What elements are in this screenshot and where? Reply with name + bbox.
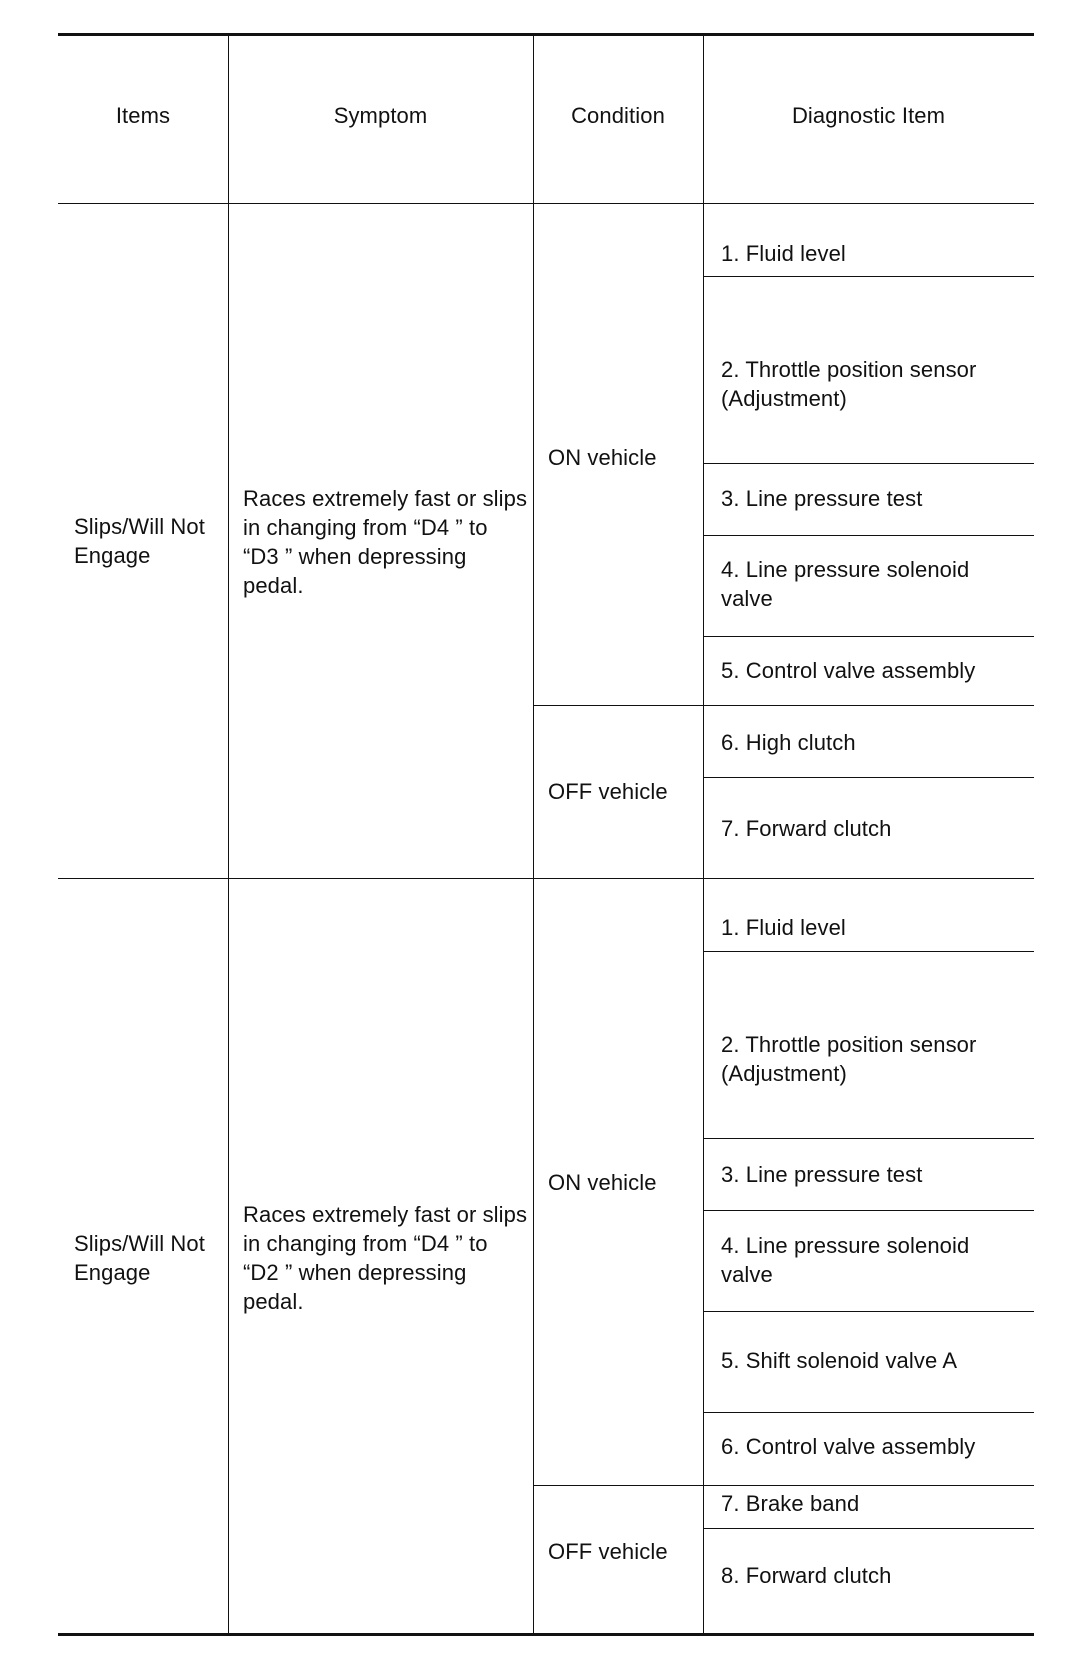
row1-diagnostic-item: 1. Fluid level [721,241,846,266]
header-condition: Condition [571,103,665,128]
row2-diagnostic-item: 2. Throttle position sensor (Adjustment) [721,1032,977,1086]
row1-item: Slips/Will Not Engage [74,514,205,568]
table-bottom-rule [58,1633,1034,1636]
row2-diagnostic-item: 3. Line pressure test [721,1162,923,1187]
row2-condition-on: ON vehicle [548,1170,657,1195]
row1-diagnostic-item: 7. Forward clutch [721,816,892,841]
column-divider [533,33,534,1636]
diagnostic-separator [703,1311,1034,1312]
diagnostic-separator [703,1210,1034,1211]
row2-diagnostic-item: 8. Forward clutch [721,1563,892,1588]
row1-symptom: Races extremely fast or slips in changing from “D4 ” to “D3 ” when depressing pedal. [243,486,528,598]
row1-condition-off: OFF vehicle [548,779,668,804]
row2-diagnostic-item: 7. Brake band [721,1491,860,1516]
row1-diagnostic-item: 2. Throttle position sensor (Adjustment) [721,357,977,411]
row2-diagnostic-item: 4. Line pressure solenoid valve [721,1233,970,1287]
row1-condition-on: ON vehicle [548,445,657,470]
row2-condition-off: OFF vehicle [548,1539,668,1564]
diagnostic-separator [703,1412,1034,1413]
row1-diagnostic-item: 3. Line pressure test [721,486,923,511]
row2-symptom: Races extremely fast or slips in changing from “D4 ” to “D2 ” when depressing pedal. [243,1202,528,1314]
diagnostic-separator [703,463,1034,464]
diagnostic-separator [703,777,1034,778]
row1-diagnostic-item: 5. Control valve assembly [721,658,976,683]
column-divider [228,33,229,1636]
diagnostic-separator [703,636,1034,637]
row1-diagnostic-item: 6. High clutch [721,730,856,755]
header-items: Items [115,103,171,128]
row1-diagnostic-item: 4. Line pressure solenoid valve [721,557,970,611]
table-top-rule [58,33,1034,36]
row2-diagnostic-item: 6. Control valve assembly [721,1434,976,1459]
diagnosis-table [58,33,1034,1636]
row-separator [58,878,1034,879]
column-divider [703,33,704,1636]
header-diagnostic-item: Diagnostic Item [791,103,946,128]
header-symptom: Symptom [333,103,428,128]
condition-separator [533,705,1034,706]
diagnostic-separator [703,951,1034,952]
row2-diagnostic-item: 5. Shift solenoid valve A [721,1348,958,1373]
diagnostic-separator [703,1138,1034,1139]
row2-diagnostic-item: 1. Fluid level [721,915,846,940]
row2-item: Slips/Will Not Engage [74,1231,205,1285]
condition-separator [533,1485,1034,1486]
diagnostic-separator [703,535,1034,536]
diagnostic-separator [703,276,1034,277]
header-separator [58,203,1034,204]
diagnostic-separator [703,1528,1034,1529]
